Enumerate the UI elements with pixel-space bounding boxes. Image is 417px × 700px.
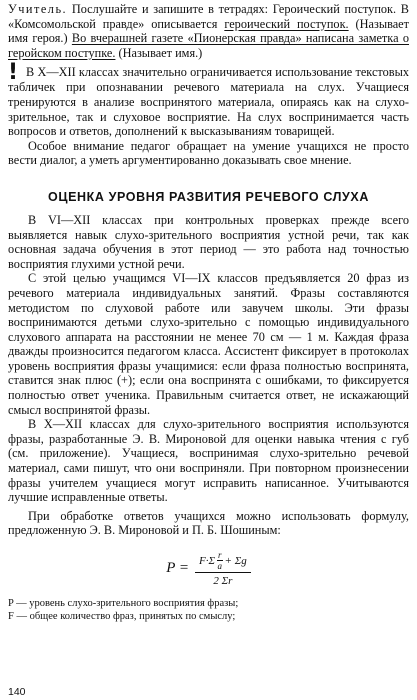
intro-text-3: (Называет имя.): [118, 45, 203, 60]
paragraph-4: При обработке ответов учащихся можно использовать формулу, предложенную Э. В. Мироновой и П. Б. Шошиным:: [8, 508, 409, 538]
formula: [8, 550, 409, 587]
intro-underlined-1: героический поступок.: [224, 16, 349, 31]
page-number: 140: [8, 686, 26, 698]
intro-underlined-2: Во вчерашней газете «Пионерская правда» написана заметка о геройском поступке.: [8, 31, 410, 60]
legend-line-2: F — общее количество фраз, принятых по смыслу;: [8, 611, 236, 622]
formula-denominator: 2 Σr: [213, 575, 233, 587]
formula-inner-den: a: [217, 561, 223, 571]
formula-num-b: + Σg: [224, 554, 247, 567]
intro-paragraph: [8, 2, 409, 60]
paragraph-2: С этой целью учащимся VI—IX классов предъявляется 20 фраз из речевого материала индивидуальных занятий. Фразы составляются методистом по слуховой работе или завучем школы. Эти фразы воспринимаются детьми слухо-зрительно с помощью индивидуального слухового аппарата на расстоянии не менее 70 см — 1 м. Каждая фраза дважды произносится педагогом класса. Ассистент фиксирует в протоколах уровень восприятия фразы учащимися: если фраза полностью воспринята, ставится знак плюс (+); если она воспринята с ошибками, то фиксируется полностью ответ ученика. Правильным считается ответ, не искажающий смысл воспринятой фразы.: [8, 271, 409, 417]
intro-text-2: (Называет имя героя.): [8, 16, 410, 46]
exclamation-icon: !: [8, 60, 19, 86]
formula-num-a: F·Σ: [199, 554, 216, 567]
formula-lhs: P =: [166, 560, 189, 576]
formula-inner-num: r: [218, 550, 222, 560]
formula-inner-fraction: [217, 550, 223, 571]
paragraph-3: В X—XII классах для слухо-зрительного восприятия используются фразы, разработанные Э. В. Мироновой для оценки навыка чтения с губ (см. приложение). Учащиеся, воспринимая слухо-зрительно речевой материал, сами пишут, что они восприняли. При повторном произнесении фразы учителем учащиеся могут исправить написанное. Учитываются лучшие исправленные ответы.: [8, 417, 409, 505]
note-text: В X—XII классах значительно ограничивается использование текстовых табличек при опознавании речевого материала на слух. Учащиеся тренируются в анализе воспринятого материала, опираясь как на слухо-зрительное, так и слуховое восприятие. На слух воспринимается часть вопросов и ответов, дополнений к высказываниям товарищей.: [8, 65, 409, 139]
legend-line-1: P — уровень слухо-зрительного восприятия фразы;: [8, 598, 239, 609]
intro-text-1: Послушайте и запишите в тетрадях: Героический поступок. В «Комсомольской правде» описывается: [8, 2, 410, 31]
speaker-label: Учитель.: [8, 2, 68, 16]
section-heading: ОЦЕНКА УРОВНЯ РАЗВИТИЯ РЕЧЕВОГО СЛУХА: [48, 189, 369, 204]
formula-numerator: [195, 550, 251, 573]
formula-fraction: [195, 550, 251, 587]
note-paragraph: [8, 60, 409, 139]
paragraph-1: В VI—XII классах при контрольных проверках прежде всего выявляется навык слухо-зрительного восприятия устной речи, так как основная задача обучения в этот период — это работа над точностью восприятия глухими устной речи.: [8, 212, 409, 271]
attention-paragraph: Особое внимание педагог обращает на умение учащихся не просто вести диалог, а уметь аргументированно доказывать свое мнение.: [8, 138, 409, 168]
